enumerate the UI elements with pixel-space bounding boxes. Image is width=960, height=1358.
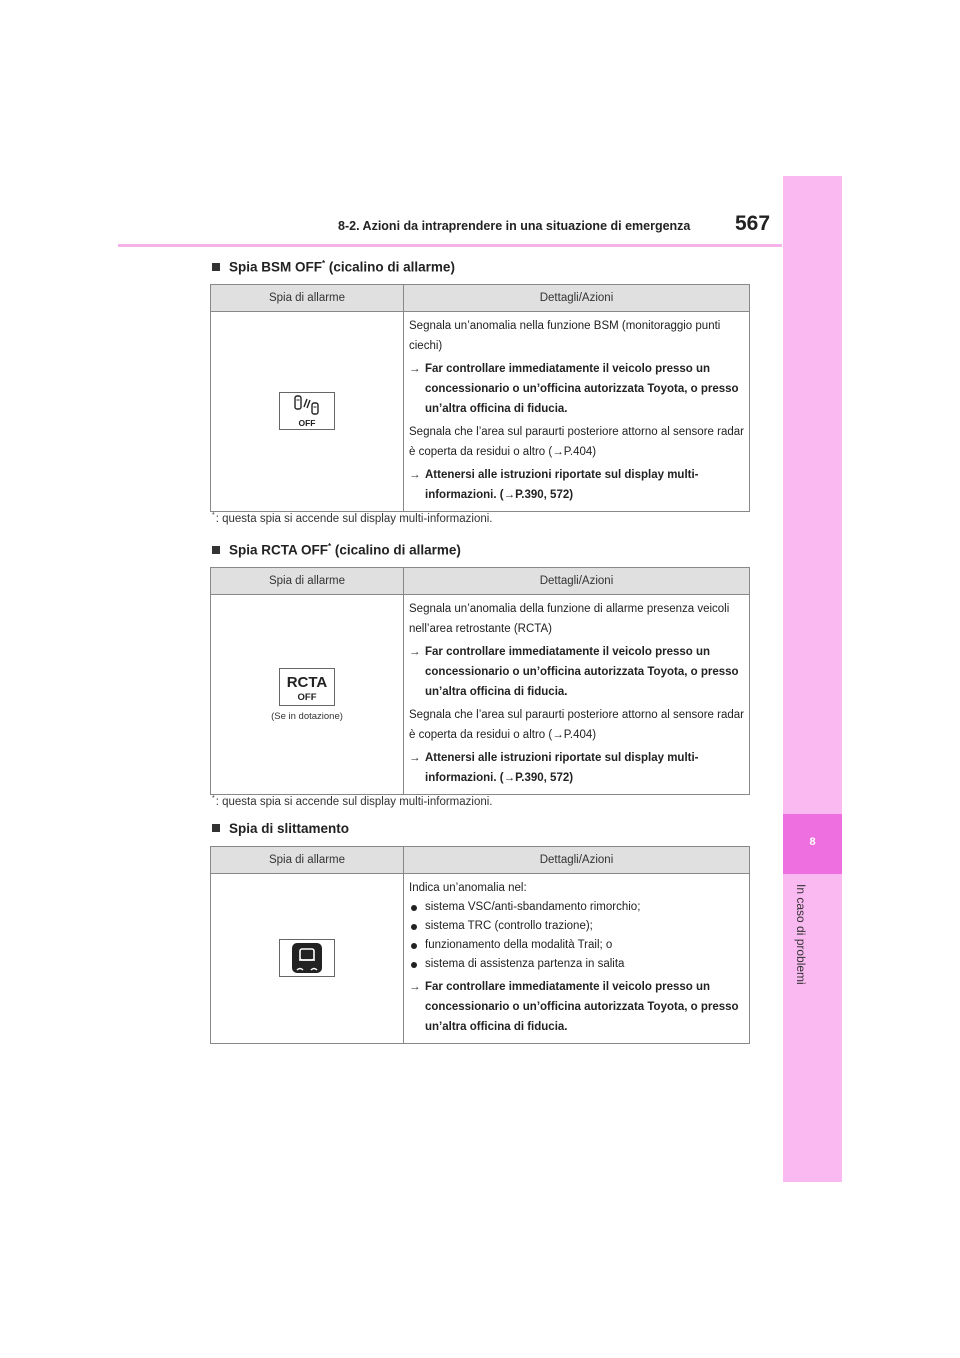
section-title-bsm: Spia BSM OFF* (cicalino di allarme) bbox=[212, 259, 455, 275]
icon-off-label: OFF bbox=[298, 417, 316, 428]
page-number: 567 bbox=[735, 212, 771, 235]
icon-caption: (Se in dotazione) bbox=[271, 710, 343, 722]
square-bullet-icon bbox=[212, 824, 220, 832]
chapter-side-tab[interactable] bbox=[783, 176, 842, 1182]
page-reference-link[interactable]: P.404) bbox=[563, 729, 597, 741]
square-bullet-icon bbox=[212, 263, 220, 271]
header-rule bbox=[118, 244, 782, 247]
bullet-dot-icon bbox=[411, 962, 417, 968]
table-header-row bbox=[211, 847, 750, 874]
slip-indicator-icon bbox=[279, 939, 335, 977]
rcta-warning-table bbox=[210, 567, 750, 795]
chapter-label: In caso di problemi bbox=[794, 884, 808, 985]
footnote-bsm: *: questa spia si accende sul display multi-informazioni. bbox=[212, 512, 493, 525]
column-header-indicator: Spia di allarme bbox=[211, 285, 404, 312]
footnote-rcta: *: questa spia si accende sul display multi-informazioni. bbox=[212, 795, 493, 808]
column-header-details: Dettagli/Azioni bbox=[404, 847, 750, 874]
details-cell bbox=[404, 312, 750, 512]
chapter-number: 8 bbox=[809, 836, 816, 848]
action-item bbox=[409, 977, 745, 1037]
page-reference-link[interactable]: P.390, 572) bbox=[515, 489, 574, 501]
bullet-dot-icon bbox=[411, 924, 417, 930]
indicator-cell bbox=[211, 595, 404, 795]
icon-off-label: OFF bbox=[297, 691, 317, 703]
action-text: Far controllare immediatamente il veicolo presso un concessionario o un’officina autorizzata Toyota, o presso un’altra officina di fiducia. bbox=[425, 646, 739, 698]
section-title-slip: Spia di slittamento bbox=[212, 821, 349, 836]
column-header-indicator: Spia di allarme bbox=[211, 568, 404, 595]
arrow-right-icon: → bbox=[409, 646, 421, 658]
list-item: funzionamento della modalità Trail; o bbox=[409, 936, 745, 955]
rcta-badge-icon bbox=[280, 669, 334, 705]
bsm-off-indicator-icon bbox=[279, 392, 335, 430]
skidding-car-icon bbox=[280, 940, 334, 976]
arrow-right-icon: → bbox=[552, 446, 564, 458]
arrow-right-icon: → bbox=[409, 469, 421, 481]
slip-warning-table bbox=[210, 846, 750, 1044]
action-item bbox=[409, 748, 745, 788]
detail-text: Segnala un’anomalia nella funzione BSM (monitoraggio punti ciechi) bbox=[409, 320, 721, 352]
list-item: sistema TRC (controllo trazione); bbox=[409, 917, 745, 936]
column-header-details: Dettagli/Azioni bbox=[404, 568, 750, 595]
icon-rcta-label: RCTA bbox=[286, 673, 328, 691]
arrow-right-icon: → bbox=[409, 363, 421, 375]
list-item: sistema di assistenza partenza in salita bbox=[409, 955, 745, 974]
action-text: Attenersi alle istruzioni riportate sul display multi-informazioni. (→P.390, 572) bbox=[425, 469, 699, 501]
action-item bbox=[409, 465, 745, 505]
arrow-right-icon: → bbox=[503, 489, 516, 501]
indicator-cell bbox=[211, 312, 404, 512]
column-header-indicator: Spia di allarme bbox=[211, 847, 404, 874]
column-header-details: Dettagli/Azioni bbox=[404, 285, 750, 312]
page-reference-link[interactable]: P.390, 572) bbox=[515, 772, 574, 784]
bsm-car-radar-icon bbox=[280, 393, 334, 429]
rcta-off-indicator-icon bbox=[279, 668, 335, 706]
detail-text: Segnala un’anomalia della funzione di allarme presenza veicoli nell’area retrostante (RCTA) bbox=[409, 603, 730, 635]
arrow-right-icon: → bbox=[409, 981, 421, 993]
square-bullet-icon bbox=[212, 546, 220, 554]
section-title-rcta: Spia RCTA OFF* (cicalino di allarme) bbox=[212, 542, 461, 558]
action-item bbox=[409, 359, 745, 419]
action-text: Far controllare immediatamente il veicolo presso un concessionario o un’officina autorizzata Toyota, o presso un’altra officina di fiducia. bbox=[425, 981, 739, 1033]
table-row bbox=[211, 874, 750, 1044]
detail-text: Segnala che l’area sul paraurti posteriore attorno al sensore radar è coperta da residui o altro (→P.404) bbox=[409, 709, 744, 741]
arrow-right-icon: → bbox=[552, 729, 564, 741]
table-row bbox=[211, 312, 750, 512]
action-text: Far controllare immediatamente il veicolo presso un concessionario o un’officina autorizzata Toyota, o presso un’altra officina di fiducia. bbox=[425, 363, 739, 415]
action-text: Attenersi alle istruzioni riportate sul display multi-informazioni. (→P.390, 572) bbox=[425, 752, 699, 784]
details-cell bbox=[404, 595, 750, 795]
bullet-dot-icon bbox=[411, 943, 417, 949]
table-row bbox=[211, 595, 750, 795]
details-cell bbox=[404, 874, 750, 1044]
table-header-row bbox=[211, 568, 750, 595]
arrow-right-icon: → bbox=[503, 772, 516, 784]
detail-text: Indica un’anomalia nel: bbox=[409, 882, 527, 894]
action-item bbox=[409, 642, 745, 702]
arrow-right-icon: → bbox=[409, 752, 421, 764]
bsm-warning-table bbox=[210, 284, 750, 512]
header-title: 8-2. Azioni da intraprendere in una situazione di emergenza bbox=[338, 219, 691, 233]
detail-text: Segnala che l’area sul paraurti posteriore attorno al sensore radar è coperta da residui o altro (→P.404) bbox=[409, 426, 744, 458]
page-reference-link[interactable]: P.404) bbox=[563, 446, 597, 458]
table-header-row bbox=[211, 285, 750, 312]
list-item: sistema VSC/anti-sbandamento rimorchio; bbox=[409, 898, 745, 917]
bullet-dot-icon bbox=[411, 905, 417, 911]
indicator-cell bbox=[211, 874, 404, 1044]
